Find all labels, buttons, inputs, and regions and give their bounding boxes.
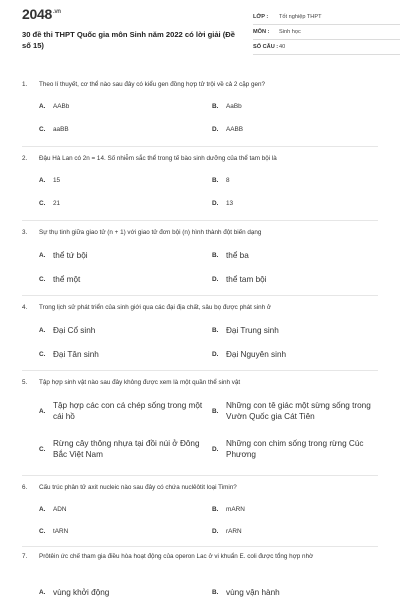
question-stem: [22, 378, 378, 388]
option-text: Đại Tân sinh: [53, 350, 99, 359]
question-divider: [22, 475, 378, 476]
option-text: 8: [226, 177, 230, 184]
question-5: [22, 378, 378, 388]
option-b[interactable]: [212, 103, 242, 110]
option-text: Đại Trung sinh: [226, 326, 279, 335]
option-text: AABb: [53, 103, 70, 110]
option-letter: B.: [212, 177, 219, 184]
option-a[interactable]: [39, 400, 211, 422]
meta-label: SỐ CÂU :: [253, 44, 279, 50]
question-6: [22, 483, 378, 493]
option-text: AaBb: [226, 103, 242, 110]
question-text: Theo lí thuyết, cơ thể nào sau đây có kiểu gen đồng hợp tử trội về cả 2 cặp gen?: [39, 81, 266, 88]
question-stem: [22, 228, 378, 238]
option-text: thể tam bội: [226, 275, 267, 284]
meta-value: 40: [279, 44, 286, 50]
question-stem: [22, 483, 378, 493]
option-text: Tập hợp các con cá chép sống trong một cái hồ: [53, 401, 203, 421]
option-letter: B.: [212, 252, 219, 259]
option-text: Đại Cổ sinh: [53, 326, 96, 335]
exam-title: 30 đề thi THPT Quốc gia môn Sinh năm 2022 có lời giải (Đề số 15): [22, 30, 236, 50]
question-text: Trong lịch sử phát triển của sinh giới qua các đại địa chất, sâu bọ được phát sinh ở: [39, 304, 272, 311]
option-letter: C.: [39, 528, 46, 535]
option-text: thể ba: [226, 251, 249, 260]
option-b[interactable]: [212, 325, 279, 336]
option-c[interactable]: [39, 200, 60, 207]
question-stem: [22, 303, 378, 313]
question-stem: [22, 80, 378, 90]
option-a[interactable]: [39, 103, 69, 110]
option-text: ADN: [53, 506, 67, 513]
option-c[interactable]: [39, 126, 69, 133]
question-7: [22, 552, 378, 562]
question-text: Đậu Hà Lan có 2n = 14. Số nhiễm sắc thể trong tế bào sinh dưỡng của thể tam bội là: [39, 155, 277, 162]
option-letter: C.: [39, 351, 46, 358]
option-text: thể tứ bội: [53, 251, 88, 260]
question-text: Cấu trúc phân tử axit nucleic nào sau đây có chứa nuclêôtit loại Timin?: [39, 484, 237, 491]
question-number: 7.: [22, 553, 28, 560]
option-text: Những con chim sống trong rừng Cúc Phương: [226, 439, 364, 459]
option-letter: A.: [39, 407, 46, 415]
option-d[interactable]: [212, 349, 286, 360]
option-text: tARN: [53, 528, 69, 535]
question-text: Prôtêin ức chế tham gia điều hòa hoạt động của operon Lac ở vi khuẩn E. coli được tổng hợp nhờ: [39, 553, 314, 560]
option-letter: D.: [212, 126, 219, 133]
question-text: Sự thụ tinh giữa giao tử (n + 1) với giao tử đơn bội (n) hình thành đột biến dạng: [39, 229, 262, 236]
meta-value: Sinh học: [279, 29, 301, 35]
option-b[interactable]: [212, 177, 230, 184]
option-letter: A.: [39, 103, 46, 110]
option-text: Rừng cây thông nhựa tại đồi núi ở Đông Bắc Việt Nam: [53, 439, 200, 459]
question-divider: [22, 295, 378, 296]
option-d[interactable]: [212, 528, 242, 535]
option-letter: D.: [212, 200, 219, 207]
option-b[interactable]: [212, 587, 280, 598]
option-letter: B.: [212, 103, 219, 110]
option-letter: A.: [39, 177, 46, 184]
option-letter: A.: [39, 327, 46, 334]
option-text: vùng khởi động: [53, 588, 110, 597]
option-letter: C.: [39, 276, 46, 283]
option-a[interactable]: [39, 587, 109, 598]
logo-suffix: .vn: [52, 9, 61, 16]
option-letter: B.: [212, 506, 219, 513]
question-number: 6.: [22, 484, 28, 491]
exam-meta: [253, 10, 400, 55]
option-a[interactable]: [39, 177, 60, 184]
option-d[interactable]: [212, 126, 243, 133]
question-divider: [22, 220, 378, 221]
option-letter: C.: [39, 445, 46, 453]
option-c[interactable]: [39, 274, 80, 285]
option-d[interactable]: [212, 438, 378, 460]
option-letter: B.: [212, 327, 219, 334]
option-letter: A.: [39, 506, 46, 513]
question-number: 5.: [22, 379, 28, 386]
meta-label: MÔN :: [253, 29, 270, 35]
option-c[interactable]: [39, 528, 68, 535]
question-divider: [22, 146, 378, 147]
option-letter: A.: [39, 252, 46, 259]
option-letter: D.: [212, 351, 219, 358]
option-d[interactable]: [212, 274, 267, 285]
option-text: AABB: [226, 126, 244, 133]
meta-value: Tốt nghiệp THPT: [279, 14, 322, 20]
question-text: Tập hợp sinh vật nào sau đây không được xem là một quần thể sinh vật: [39, 379, 241, 386]
option-letter: D.: [212, 528, 219, 535]
question-stem: [22, 552, 378, 562]
option-text: rARN: [226, 528, 242, 535]
option-letter: C.: [39, 200, 46, 207]
question-1: [22, 80, 378, 90]
question-number: 1.: [22, 81, 28, 88]
option-text: thể một: [53, 275, 81, 284]
meta-row-subject: [253, 25, 400, 40]
option-text: aaBB: [53, 126, 69, 133]
meta-row-count: [253, 40, 400, 55]
option-d[interactable]: [212, 200, 233, 207]
meta-row-class: [253, 10, 400, 25]
meta-label: LỚP :: [253, 14, 269, 20]
option-letter: D.: [212, 276, 219, 283]
option-a[interactable]: [39, 250, 88, 261]
option-text: 15: [53, 177, 61, 184]
option-text: Những con tê giác một sừng sống trong Vườn Quốc gia Cát Tiên: [226, 401, 371, 421]
question-stem: [22, 154, 378, 164]
option-text: 21: [53, 200, 61, 207]
question-divider: [22, 370, 378, 371]
question-number: 2.: [22, 155, 28, 162]
page-header: [22, 0, 378, 56]
option-text: Đại Nguyên sinh: [226, 350, 287, 359]
option-text: mARN: [226, 506, 245, 513]
question-2: [22, 154, 378, 164]
option-c[interactable]: [39, 438, 211, 460]
question-3: [22, 228, 378, 238]
logo-text: 2048: [22, 6, 52, 22]
option-a[interactable]: [39, 506, 67, 513]
option-text: vùng vận hành: [226, 588, 280, 597]
question-divider: [22, 546, 378, 547]
question-number: 4.: [22, 304, 28, 311]
option-b[interactable]: [212, 400, 378, 422]
option-a[interactable]: [39, 325, 95, 336]
question-number: 3.: [22, 229, 28, 236]
option-letter: B.: [212, 589, 219, 596]
option-b[interactable]: [212, 250, 249, 261]
site-logo[interactable]: [22, 6, 61, 22]
option-text: 13: [226, 200, 234, 207]
option-letter: C.: [39, 126, 46, 133]
option-c[interactable]: [39, 349, 99, 360]
question-4: [22, 303, 378, 313]
option-letter: D.: [212, 445, 219, 453]
option-b[interactable]: [212, 506, 245, 513]
option-letter: B.: [212, 407, 219, 415]
option-letter: A.: [39, 589, 46, 596]
